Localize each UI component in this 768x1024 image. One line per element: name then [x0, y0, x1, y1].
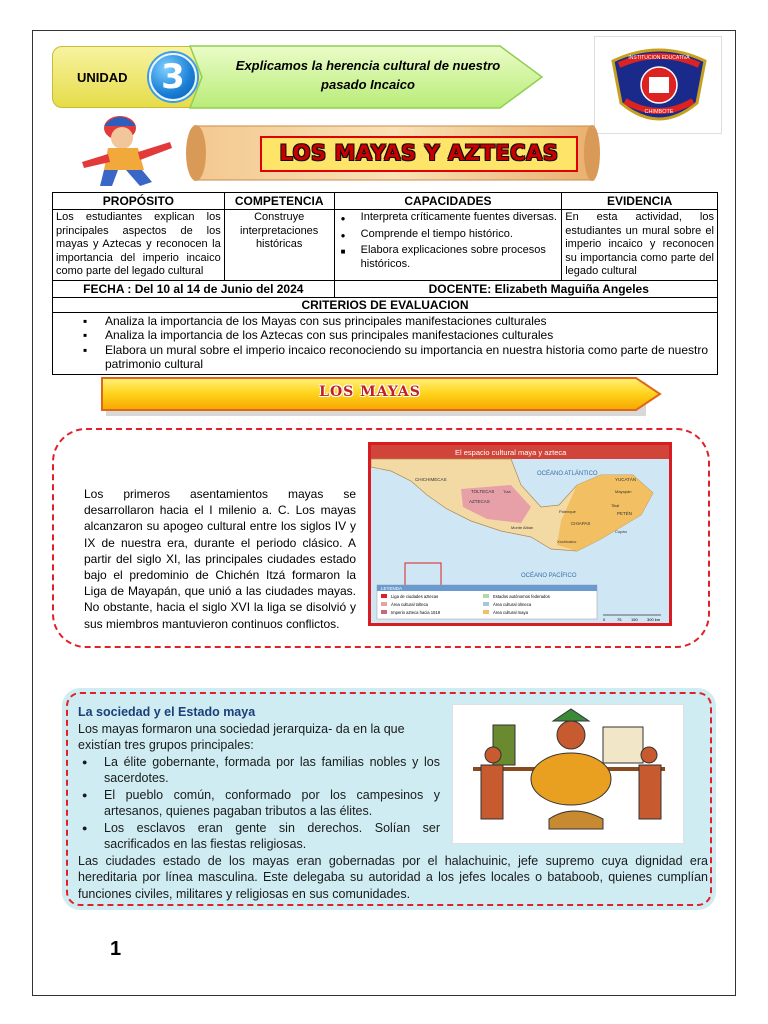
- maya-society-heading: La sociedad y el Estado maya: [78, 705, 256, 719]
- header-evidencia: EVIDENCIA: [562, 193, 718, 210]
- map-legend-item: Área cultural tolteca: [391, 602, 429, 607]
- main-title-banner: [180, 120, 600, 184]
- capacidad-item: ● Interpreta críticamente fuentes diversas.: [339, 211, 558, 225]
- map-scale-label: 75: [617, 617, 622, 622]
- main-title-box: [260, 136, 578, 172]
- maya-society-intro: Los mayas formaron una sociedad jerarquiza- da en la que existían tres grupos principales:: [78, 721, 405, 752]
- maya-aztec-map: [368, 442, 672, 626]
- maya-litter-illustration: [452, 704, 684, 844]
- table-content-row: [53, 210, 718, 281]
- map-legend-item: Área cultural maya: [493, 610, 528, 615]
- map-legend-title: LEYENDA: [381, 586, 403, 591]
- map-place: Xochicalco: [557, 539, 577, 544]
- map-title: El espacio cultural maya y azteca: [455, 448, 567, 457]
- map-place: TOLTECAS: [471, 489, 495, 494]
- criterios-header-row: [53, 297, 718, 312]
- session-plan-table: [52, 192, 718, 375]
- map-legend-item: Área cultural olmeca: [493, 602, 532, 607]
- map-legend-item: Imperio azteca hacia 1519: [391, 610, 441, 615]
- map-place: YUCATÁN: [615, 477, 637, 482]
- mayas-intro-box: [52, 428, 710, 648]
- map-place: CHICHIMECAS: [415, 477, 447, 482]
- maya-government-paragraph: Las ciudades estado de los mayas eran gobernadas por el halachuinic, jefe supremo cuya dignidad era hereditaria por línea masculina. Este delegaba su autoridad a los jefes locales o bataboob, quienes cumplían funciones civiles, militares y religiosas en sus comunidades.: [78, 853, 708, 901]
- session-title-arrow: [188, 42, 546, 112]
- map-ocean-pacific: OCÉANO PACÍFICO: [521, 573, 577, 579]
- unit-number: 3: [149, 53, 197, 101]
- header-proposito: PROPÓSITO: [53, 193, 225, 210]
- map-place: Monte Albán: [511, 525, 534, 530]
- competencia-cell: Construye interpretaciones históricas: [224, 210, 334, 281]
- student-illustration: [74, 112, 186, 190]
- unit-label: UNIDAD: [77, 70, 128, 85]
- map-legend-item: Estados autónomos federados: [493, 594, 550, 599]
- map-place: PETÉN: [617, 511, 633, 516]
- social-group-item: ● Los esclavos eran gente sin derechos. Solían ser sacrificados en las fiestas religiosas.: [78, 820, 440, 853]
- map-legend-item: Liga de ciudades aztecas: [391, 594, 439, 599]
- criterios-cell: [53, 312, 718, 374]
- map-place: Mayapán: [615, 489, 632, 494]
- capacidades-cell: [334, 210, 562, 281]
- map-place: Palenque: [559, 509, 576, 514]
- fecha-cell: FECHA : Del 10 al 14 de Junio del 2024: [53, 280, 335, 297]
- map-place: Tula: [503, 489, 511, 494]
- docente-cell: DOCENTE: Elizabeth Maguiña Angeles: [334, 280, 717, 297]
- header-competencia: COMPETENCIA: [224, 193, 334, 210]
- map-place: Tikal: [611, 503, 620, 508]
- table-header-row: [53, 193, 718, 210]
- social-group-item: ● La élite gobernante, formada por las familias nobles y los sacerdotes.: [78, 754, 440, 787]
- evidencia-cell: En esta actividad, los estudiantes un mural sobre el imperio incaico y reconocen su importancia como parte del legado cultural: [562, 210, 718, 281]
- map-scale-label: 150: [631, 617, 638, 622]
- map-scale-label: 300 km: [647, 617, 661, 622]
- school-logo: [594, 36, 722, 134]
- map-ocean-atlantic: OCÉANO ATLÁNTICO: [537, 471, 598, 477]
- social-groups-list: [78, 754, 440, 853]
- header-capacidades: CAPACIDADES: [334, 193, 562, 210]
- criterios-title: CRITERIOS DE EVALUACION: [53, 297, 718, 312]
- logo-top-text: INSTITUCION EDUCATIVA: [628, 55, 690, 61]
- unit-box: [52, 46, 202, 108]
- criterios-row: [53, 312, 718, 374]
- mayas-section-title: LOS MAYAS: [319, 384, 421, 400]
- map-place: Copán: [615, 529, 627, 534]
- map-place: AZTECAS: [469, 499, 490, 504]
- logo-bottom-text: CHIMBOTE: [644, 109, 674, 115]
- date-row: [53, 280, 718, 297]
- criterio-item: ▪ Elabora un mural sobre el imperio incaico reconociendo su importancia en nuestra historia como parte de nuestro patrimonio cultural: [83, 343, 709, 372]
- capacidad-item: ■ Elabora explicaciones sobre procesos históricos.: [339, 244, 558, 271]
- main-title: LOS MAYAS Y AZTECAS: [279, 141, 559, 165]
- proposito-cell: Los estudiantes explican los principales aspectos de los mayas y Aztecas y reconocen la importancia del imperio incaico como parte del legado cultural: [53, 210, 225, 281]
- criterio-item: ▪ Analiza la importancia de los Aztecas con sus principales manifestaciones culturales: [83, 328, 709, 343]
- mayas-section-banner: [100, 374, 668, 418]
- session-title: Explicamos la herencia cultural de nuestro pasado Incaico: [235, 58, 501, 92]
- map-scale-label: 0: [603, 617, 606, 622]
- map-place: CHIAPAS: [571, 521, 591, 526]
- mayas-intro-paragraph: Los primeros asentamientos mayas se desarrollaron hacia el I milenio a. C. Los mayas alcanzaron su apogeo cultural entre los siglos IV y IX de nuestra era, durante el periodo clásico. A partir del siglo XI, las principales ciudades estado bajo el predominio de Chichén Itzá formaron la Liga de Mayapán, que unió a las ciudades mayas. No obstante, hacia el siglo XVI la liga se disolvió y sus miembros mantuvieron continuos conflictos.: [84, 487, 356, 631]
- capacidad-item: ● Comprende el tiempo histórico.: [339, 228, 558, 242]
- social-group-item: ● El pueblo común, conformado por los campesinos y artesanos, quienes pagaban tributos a las élites.: [78, 787, 440, 820]
- criterio-item: ▪ Analiza la importancia de los Mayas con sus principales manifestaciones culturales: [83, 314, 709, 329]
- page-number: 1: [110, 938, 122, 960]
